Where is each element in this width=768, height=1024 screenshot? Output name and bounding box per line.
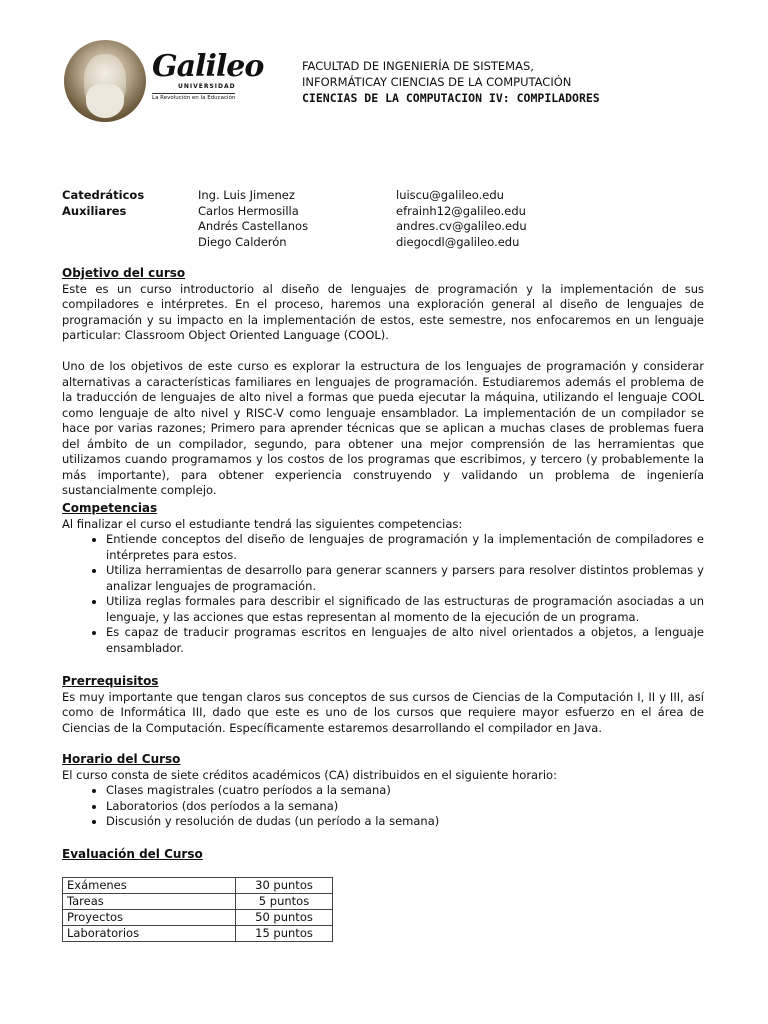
prerrequisitos-paragraph: Es muy importante que tengan claros sus conceptos de sus cursos de Ciencias de la Computación I, II y III, así como de Informática III, dado que este es uno de los cursos que requiere mayor esfuerzo en el área de Ciencias de la Computación. Específicamente estaremos desarrollando el compilador en Java. xyxy=(62,689,704,735)
staff-emails xyxy=(396,188,527,250)
evaluation-table xyxy=(62,877,333,942)
table-row xyxy=(63,878,333,894)
competencias-heading: Competencias xyxy=(62,501,158,515)
role-catedraticos: Catedráticos xyxy=(62,188,145,202)
staff-name: Diego Calderón xyxy=(198,234,287,249)
staff-roles xyxy=(62,188,144,219)
horario-section xyxy=(62,752,704,830)
competencias-section xyxy=(62,501,704,656)
staff-name: Ing. Luis Jimenez xyxy=(198,188,295,202)
horario-heading: Horario del Curso xyxy=(62,752,181,766)
eval-item-name: Proyectos xyxy=(63,910,236,926)
course-title: CIENCIAS DE LA COMPUTACION IV: COMPILADORES xyxy=(302,91,600,105)
university-brand xyxy=(152,49,264,104)
brand-wordmark: Galileo xyxy=(152,49,264,84)
eval-item-points: 5 puntos xyxy=(236,894,333,910)
faculty-line-2: INFORMÁTICAY CIENCIAS DE LA COMPUTACIÓN xyxy=(302,75,572,89)
staff-name: Carlos Hermosilla xyxy=(198,203,299,218)
horario-intro: El curso consta de siete créditos académicos (CA) distribuidos en el siguiente horario: xyxy=(62,767,557,782)
objetivo-section xyxy=(62,266,704,499)
table-row xyxy=(63,894,333,910)
eval-item-points: 15 puntos xyxy=(236,926,333,942)
eval-item-name: Tareas xyxy=(63,894,236,910)
faculty-header xyxy=(302,58,600,106)
list-item: • Utiliza herramientas de desarrollo para generar scanners y parsers para resolver distintos problemas y analizar lenguajes de programación. xyxy=(106,563,704,594)
horario-list xyxy=(62,783,704,830)
list-item: • Entiende conceptos del diseño de lenguajes de programación y la implementación de compiladores e intérpretes para estos. xyxy=(106,532,704,563)
table-row xyxy=(63,926,333,942)
galileo-portrait-logo xyxy=(64,40,146,122)
list-item: • Utiliza reglas formales para describir el significado de las estructuras de programación asociadas a un lenguaje, y las acciones que estas representan al momento de la ejecución de un programa. xyxy=(106,594,704,625)
list-item: • Discusión y resolución de dudas (un período a la semana) xyxy=(106,814,704,830)
staff-email: efrainh12@galileo.edu xyxy=(396,203,526,218)
prerrequisitos-heading: Prerrequisitos xyxy=(62,674,159,688)
portrait-beard xyxy=(86,84,124,118)
brand-tagline: La Revolución en la Educación xyxy=(152,95,236,101)
evaluacion-heading: Evaluación del Curso xyxy=(62,847,203,861)
eval-item-points: 30 puntos xyxy=(236,878,333,894)
competencias-list xyxy=(62,532,704,656)
eval-item-points: 50 puntos xyxy=(236,910,333,926)
faculty-line-1: FACULTAD DE INGENIERÍA DE SISTEMAS, xyxy=(302,59,534,73)
objetivo-paragraph-1: Este es un curso introductorio al diseño de lenguajes de programación y la implementación de sus compiladores e intérpretes. En el proceso, haremos una exploración general al diseño de lenguajes de programación y su impacto en la implementación de estos, este semestre, nos enfocaremos en un lenguaje particular: Classroom Object Oriented Language (COOL). xyxy=(62,281,704,342)
staff-email: andres.cv@galileo.edu xyxy=(396,219,527,233)
brand-subtitle: UNIVERSIDAD xyxy=(178,83,236,90)
objetivo-heading: Objetivo del curso xyxy=(62,266,186,280)
role-auxiliares: Auxiliares xyxy=(62,203,127,218)
staff-email: luiscu@galileo.edu xyxy=(396,188,504,202)
table-row xyxy=(63,910,333,926)
eval-item-name: Laboratorios xyxy=(63,926,236,942)
prerrequisitos-section xyxy=(62,674,704,736)
eval-item-name: Exámenes xyxy=(63,878,236,894)
staff-email: diegocdl@galileo.edu xyxy=(396,234,520,249)
list-item: • Laboratorios (dos períodos a la semana) xyxy=(106,799,704,815)
list-item: • Es capaz de traducir programas escritos en lenguajes de alto nivel orientados a objetos, a lenguaje ensamblador. xyxy=(106,625,704,656)
staff-name: Andrés Castellanos xyxy=(198,219,309,233)
objetivo-paragraph-2: Uno de los objetivos de este curso es explorar la estructura de los lenguajes de programación y considerar alternativas a características familiares en lenguajes de programación. Estudiaremos además el problema de la traducción de lenguajes de alto nivel a formas que pueda ejecutar la máquina, utilizando el lenguaje COOL como lenguaje de alto nivel y RISC-V como lenguaje ensamblador. La implementación de un compilador se hace por varias razones; Primero para aprender técnicas que se aplican a muchas clases de problemas fuera del ámbito de un compilador, segundo, para obtener una mejor comprensión de las herramientas que utilizamos cuando programamos y los costos de los programas que escribimos, y tercero (y probablemente la más importante), para obtener experiencia construyendo y validando un problema de ingeniería sustancialmente complejo. xyxy=(62,359,704,497)
evaluacion-section xyxy=(62,847,704,863)
staff-names xyxy=(198,188,308,250)
competencias-intro: Al finalizar el curso el estudiante tendrá las siguientes competencias: xyxy=(62,516,463,531)
list-item: • Clases magistrales (cuatro períodos a la semana) xyxy=(106,783,704,799)
